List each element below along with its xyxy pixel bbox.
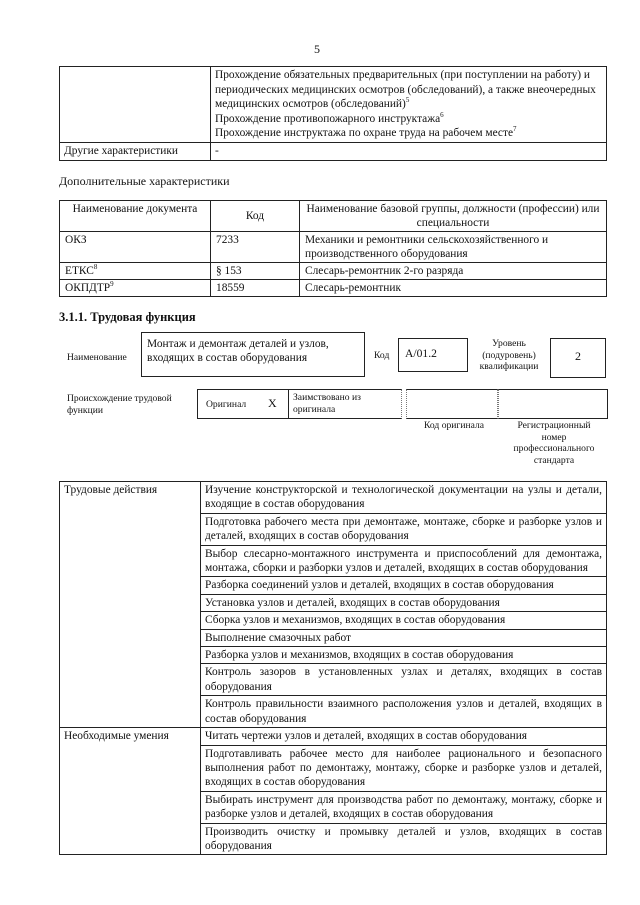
table-row: ЕТКС$^8$ § 153 Слесарь-ремонтник 2-го разряда	[60, 263, 607, 280]
code-label: Код	[374, 350, 390, 361]
requirements-cell	[211, 67, 607, 143]
skill-row: Читать чертежи узлов и деталей, входящих в состав оборудования	[201, 728, 607, 745]
origin-label: Происхождение трудовой функции	[67, 393, 172, 416]
col-header-document: Наименование документа	[60, 201, 211, 232]
labor-actions-table	[59, 481, 607, 855]
action-row: Контроль правильности взаимного расположения узлов и деталей, входящих в состав оборудования	[201, 696, 607, 728]
level-box: 2	[550, 338, 606, 378]
action-row: Выполнение смазочных работ	[201, 629, 607, 646]
other-characteristics-label: Другие характеристики	[60, 142, 211, 160]
requirement-line: Прохождение противопожарного инструктажа$^6$	[215, 110, 444, 125]
extra-characteristics-heading: Дополнительные характеристики	[59, 174, 230, 188]
skill-row: Подготавливать рабочее место для наиболее рационального и безопасного выполнения работ по демонтажу, монтажу, сборке и разборке узлов и деталей, входящих в состав оборудования	[201, 745, 607, 791]
origin-option-box: Оригинал X	[197, 389, 289, 419]
reg-number-caption: Регистрационный номер профессионального стандарта	[513, 420, 595, 466]
action-row: Выбор слесарно-монтажного инструмента и приспособлений для демонтажа, монтажа, сборки и разборки узлов и деталей, входящих в состав оборудования	[201, 545, 607, 577]
action-row: Сборка узлов и механизмов, входящих в состав оборудования	[201, 612, 607, 629]
borrowed-box: Заимствовано из оригинала	[288, 389, 402, 419]
table-row: ОКПДТР$^9$ 18559 Слесарь-ремонтник	[60, 280, 607, 297]
code-original-caption: Код оригинала	[423, 420, 485, 431]
col-header-code: Код	[211, 201, 300, 232]
action-row: Разборка соединений узлов и деталей, входящих в состав оборудования	[201, 577, 607, 594]
page-number: 5	[314, 42, 320, 56]
action-row: Разборка узлов и механизмов, входящих в состав оборудования	[201, 647, 607, 664]
requirement-line: Прохождение инструктажа по охране труда на рабочем месте$^7$	[215, 125, 517, 140]
extra-characteristics-table	[59, 200, 607, 297]
action-row: Установка узлов и деталей, входящих в состав оборудования	[201, 594, 607, 611]
table-row: ОКЗ 7233 Механики и ремонтники сельскохозяйственного и производственного оборудования	[60, 232, 607, 263]
actions-label: Трудовые действия	[60, 482, 201, 728]
skills-label: Необходимые умения	[60, 728, 201, 855]
function-code-box: A/01.2	[398, 338, 468, 372]
name-label: Наименование	[67, 352, 127, 363]
code-original-box	[406, 389, 498, 419]
original-mark: X	[268, 396, 277, 410]
requirement-line: Прохождение обязательных предварительных (при поступлении на работу) и периодических медицинских осмотров (обследований), а также внеочередных медицинских осмотров (обследований)$^5$	[215, 69, 596, 111]
other-characteristics-value: -	[211, 142, 607, 160]
skill-row: Производить очистку и промывку деталей и узлов, входящих в состав оборудования	[201, 823, 607, 855]
action-row: Изучение конструкторской и технологической документации на узлы и детали, входящие в состав оборудования	[201, 482, 607, 514]
function-heading: 3.1.1. Трудовая функция	[59, 310, 196, 324]
function-name-box: Монтаж и демонтаж деталей и узлов, входящих в состав оборудования	[141, 332, 365, 377]
action-row: Контроль зазоров в установленных узлах и деталях, входящих в состав оборудования	[201, 664, 607, 696]
skill-row: Выбирать инструмент для производства работ по демонтажу, монтажу, сборке и разборке узлов и деталей, входящих в состав оборудования	[201, 791, 607, 823]
general-characteristics-table	[59, 66, 607, 161]
level-label: Уровень (подуровень) квалификации	[479, 338, 539, 372]
col-header-name: Наименование базовой группы, должности (профессии) или специальности	[300, 201, 607, 232]
action-row: Подготовка рабочего места при демонтаже, монтаже, сборке и разборке узлов и деталей, входящих в состав оборудования	[201, 513, 607, 545]
reg-number-box	[498, 389, 608, 419]
